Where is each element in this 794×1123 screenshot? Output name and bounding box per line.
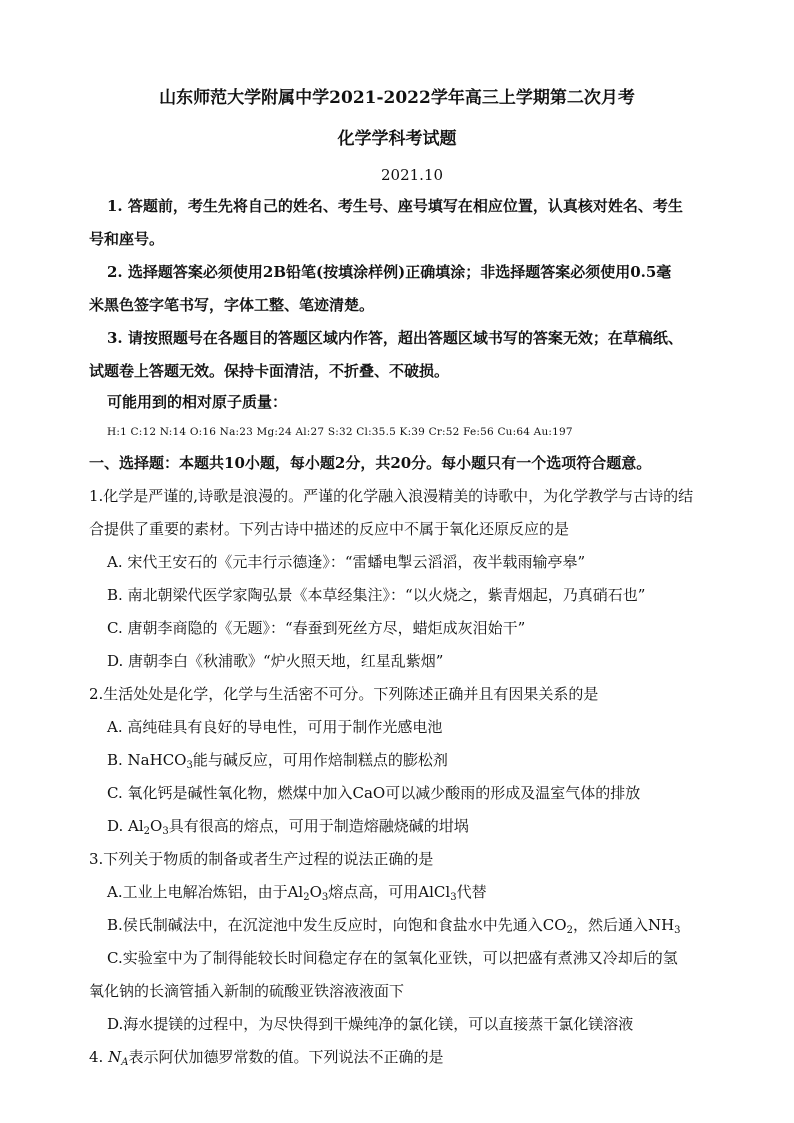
q1-option-b: B. 南北朝梁代医学家陶弘景《本草经集注》：“以火烧之，紫青烟起，乃真硝石也” [107, 586, 646, 604]
q4-stem: 4. $N_A$表示阿伏加德罗常数的值。下列说法不正确的是 [89, 1048, 444, 1068]
instruction-3-line-1: 3. 请按照题号在各题目的答题区域内作答，超出答题区域书写的答案无效；在草稿纸、 [107, 329, 683, 347]
exam-title: 山东师范大学附属中学2021-2022学年高三上学期第二次月考 [159, 88, 635, 108]
atomic-mass-title: 可能用到的相对原子质量： [107, 393, 288, 411]
instruction-3-line-2: 试题卷上答题无效。保持卡面清洁，不折叠、不破损。 [89, 362, 450, 380]
q3-option-b: B.侯氏制碱法中，在沉淀池中发生反应时，向饱和食盐水中先通入$CO_2$，然后通入$NH_3$ [107, 916, 681, 936]
q1-option-d: D. 唐朝李白《秋浦歌》“炉火照天地，红星乱紫烟” [107, 652, 444, 670]
q3-option-a: A.工业上电解冶炼铝，由于$Al_2O_3$熔点高，可用AlCl$_3$代替 [107, 883, 487, 903]
instruction-2-line-2: 米黑色签字笔书写，字体工整、笔迹清楚。 [89, 296, 375, 314]
q2-option-c: C. 氧化钙是碱性氧化物，燃煤中加入CaO可以减少酸雨的形成及温室气体的排放 [107, 784, 641, 802]
instruction-2-line-1: 2. 选择题答案必须使用2B铅笔(按填涂样例)正确填涂；非选择题答案必须使用0.5毫 [107, 263, 672, 281]
q2-option-a: A. 高纯硅具有良好的导电性，可用于制作光感电池 [107, 718, 443, 736]
exam-date: 2021.10 [381, 166, 444, 184]
q3-option-c-line-1: C.实验室中为了制得能较长时间稳定存在的氢氧化亚铁，可以把盛有煮沸又冷却后的氢 [107, 949, 678, 967]
q1-option-a: A. 宋代王安石的《元丰行示德逢》：“雷蟠电掣云滔滔，夜半载雨输亭皋” [107, 553, 586, 571]
section-1-heading: 一、选择题：本题共10小题，每小题2分，共20分。每小题只有一个选项符合题意。 [89, 454, 652, 472]
q3-stem: 3.下列关于物质的制备或者生产过程的说法正确的是 [89, 850, 434, 868]
q1-stem-line-2: 合提供了重要的素材。下列古诗中描述的反应中不属于氧化还原反应的是 [89, 520, 570, 538]
q2-stem: 2.生活处处是化学，化学与生活密不可分。下列陈述正确并且有因果关系的是 [89, 685, 599, 703]
atomic-mass-list: H:1 C:12 N:14 O:16 Na:23 Mg:24 Al:27 S:32 Cl:35.5 K:39 Cr:52 Fe:56 Cu:64 Au:197 [107, 426, 573, 438]
instruction-1-line-2: 号和座号。 [89, 230, 165, 248]
q1-option-c: C. 唐朝李商隐的《无题》：“春蚕到死丝方尽，蜡炬成灰泪始干” [107, 619, 526, 637]
q1-stem-line-1: 1.化学是严谨的,诗歌是浪漫的。严谨的化学融入浪漫精美的诗歌中，为化学教学与古诗的结 [89, 487, 694, 505]
q3-option-d: D.海水提镁的过程中，为尽快得到干燥纯净的氯化镁，可以直接蒸干氯化镁溶液 [107, 1015, 634, 1033]
q2-option-b: B. NaHCO$_3$能与碱反应，可用作焙制糕点的膨松剂 [107, 751, 448, 771]
q2-option-d: D. $Al_2O_3$具有很高的熔点，可用于制造熔融烧碱的坩埚 [107, 817, 469, 837]
instruction-1-line-1: 1. 答题前，考生先将自己的姓名、考生号、座号填写在相应位置，认真核对姓名、考生 [107, 197, 683, 215]
q3-option-c-line-2: 氧化钠的长滴管插入新制的硫酸亚铁溶液液面下 [89, 982, 405, 1000]
exam-subtitle: 化学学科考试题 [337, 129, 457, 149]
